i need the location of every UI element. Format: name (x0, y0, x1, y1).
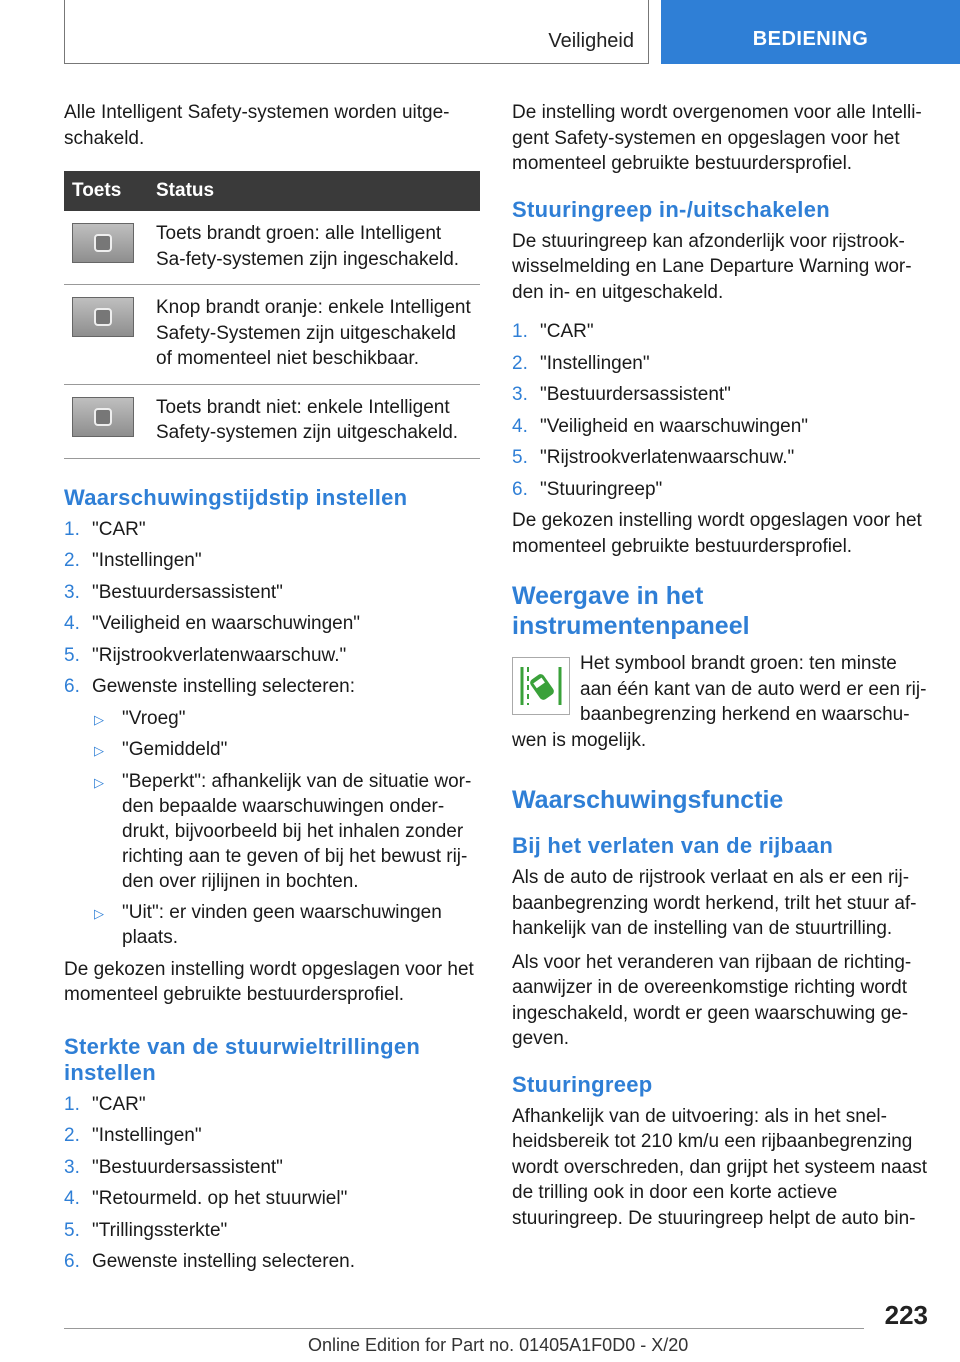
steering-toggle-text: De stuuringreep kan afzonderlijk voor rijstrook-wisselmelding en Lane Departure Warning wor-den in- en uitgeschakeld. (512, 230, 912, 303)
step-number: 2. (64, 1125, 80, 1146)
table-cell-status: Toets brandt niet: enkele Intelligent Safety-systemen zijn uitgeschakeld. (148, 384, 480, 458)
step-text: Gewenste instelling selecteren. (92, 1251, 355, 1272)
list-item (64, 1218, 480, 1243)
step-text: "Trillingssterkte" (92, 1219, 228, 1241)
step-text: "CAR" (92, 518, 146, 540)
step-number: 5. (512, 447, 528, 468)
step-text: "CAR" (92, 1093, 146, 1115)
triangle-bullet-icon: ▷ (94, 743, 104, 758)
step-text: "Veiligheid en waarschuwingen" (92, 613, 361, 634)
step-text: "Instellingen" (540, 352, 650, 374)
list-item (64, 737, 480, 762)
safety-symbol-icon (94, 308, 112, 326)
table-cell-status: Toets brandt groen: alle Intelligent Sa-fety-systemen zijn ingeschakeld. (148, 211, 480, 285)
header-section-title: Veiligheid (548, 30, 634, 52)
left-column (64, 100, 480, 1281)
footer-edition: Online Edition for Part no. 01405A1F0D0 - X/20 (308, 1335, 689, 1355)
step-number: 4. (512, 415, 528, 437)
table-row (64, 285, 480, 385)
list-item (512, 351, 928, 376)
safety-symbol-icon (94, 234, 112, 252)
list-item (64, 900, 480, 950)
strength-steps-list (64, 1092, 480, 1275)
heading-warning-function: Waarschuwingsfunctie (512, 786, 784, 814)
timing-note: De gekozen instelling wordt opgeslagen voor het momenteel gebruikte bestuurdersprofiel. (64, 958, 474, 1005)
timing-steps-list (64, 517, 480, 700)
list-item (64, 643, 480, 668)
list-item (64, 1092, 480, 1117)
step-number: 6. (64, 1251, 80, 1272)
display-text: Het symbool brandt groen: ten minste aan één kant van de auto werd er een rij-baanbegrenzing herkend en waarschu-wen is mogelijk. (512, 653, 927, 751)
list-item (64, 517, 480, 542)
leaving-paragraph-1: Als de auto de rijstrook verlaat en als er een rij-baanbegrenzing wordt herkend, trilt het stuur af-hankelijk van de instelling van de stuurtrilling. (512, 867, 917, 939)
list-item (64, 548, 480, 573)
table-cell-key (64, 285, 148, 385)
heading-steering-intervention: Stuuringreep (512, 1071, 653, 1097)
heading-steering-toggle: Stuuringreep in-/uitschakelen (512, 196, 830, 222)
step-text: Gewenste instelling selecteren: (92, 676, 355, 697)
step-text: "Instellingen" (92, 1125, 202, 1146)
table-row (64, 211, 480, 285)
left-intro: Alle Intelligent Safety-systemen worden uitge-schakeld. (64, 102, 450, 149)
header-chapter-label: BEDIENING (752, 27, 869, 50)
step-number: 3. (64, 581, 80, 603)
step-text: "Rijstrookverlatenwaarschuw." (92, 644, 347, 666)
status-table (64, 171, 480, 459)
safety-button-orange-icon (72, 297, 134, 337)
step-number: 5. (64, 1219, 80, 1241)
step-number: 2. (64, 550, 80, 571)
list-item (64, 611, 480, 636)
status-table-header (64, 171, 480, 211)
list-item (64, 706, 480, 731)
triangle-bullet-icon: ▷ (94, 711, 104, 727)
option-text: "Beperkt": afhankelijk van de situatie wor-den bepaalde waarschuwingen onder-drukt, bijvoorbeeld bij het inhalen zonder richting aan te geven of bij het bewust rij-den over rijlijnen in bochten. (122, 770, 472, 892)
step-text: "Stuuringreep" (540, 478, 663, 500)
footer-divider (64, 1328, 864, 1329)
list-item (64, 1155, 480, 1180)
safety-symbol-icon (94, 408, 112, 426)
step-number: 4. (64, 613, 80, 634)
steer-steps-list (512, 319, 928, 502)
step-number: 2. (512, 352, 528, 374)
step-number: 1. (64, 518, 80, 540)
list-item (64, 674, 480, 699)
step-number: 3. (64, 1156, 80, 1178)
table-header-status: Status (148, 171, 480, 211)
leaving-paragraph-2: Als voor het veranderen van rijbaan de richting-aanwijzer in de overeenkomstige richting wordt ingeschakeld, wordt er geen waarschuwing ge-geven. (512, 951, 912, 1049)
triangle-bullet-icon: ▷ (94, 906, 104, 921)
step-number: 1. (64, 1093, 80, 1115)
table-header-key: Toets (64, 171, 148, 211)
table-cell-status: Knop brandt oranje: enkele Intelligent Safety-Systemen zijn uitgeschakeld of momenteel niet beschikbaar. (148, 285, 480, 385)
step-number: 1. (512, 321, 528, 342)
step-number: 3. (512, 384, 528, 405)
display-paragraph (512, 651, 928, 761)
timing-options-list (64, 706, 480, 951)
safety-button-green-icon (72, 223, 134, 263)
heading-vibration-strength: Sterkte van de stuurwieltrillingen instellen (64, 1033, 421, 1085)
option-text: "Gemiddeld" (122, 739, 228, 760)
triangle-bullet-icon: ▷ (94, 774, 104, 790)
list-item (64, 769, 480, 894)
right-column (512, 100, 928, 1239)
steer-note: De gekozen instelling wordt opgeslagen voor het momenteel gebruikte bestuurdersprofiel. (512, 510, 922, 557)
step-text: "Retourmeld. op het stuurwiel" (92, 1188, 348, 1209)
steering-intervention-text: Afhankelijk van de uitvoering: als in het snel-heidsbereik tot 210 km/u een rijbaanbegrenzing wordt overschreden, dan grijpt het systeem naast de trilling ook in door een korte actieve stuuringreep. De stuuringreep helpt de auto bin- (512, 1105, 928, 1229)
heading-warning-timing: Waarschuwingstijdstip instellen (64, 484, 408, 510)
heading-leaving-lane: Bij het verlaten van de rijbaan (512, 833, 834, 858)
list-item (64, 580, 480, 605)
step-text: "Bestuurdersassistent" (92, 1156, 283, 1178)
step-text: "Veiligheid en waarschuwingen" (540, 415, 809, 437)
list-item (64, 1249, 480, 1274)
table-row (64, 384, 480, 458)
step-number: 6. (512, 478, 528, 500)
step-text: "Bestuurdersassistent" (540, 384, 731, 405)
list-item (512, 477, 928, 502)
option-text: "Vroeg" (122, 707, 186, 729)
table-cell-key (64, 384, 148, 458)
step-text: "CAR" (540, 321, 594, 342)
step-text: "Bestuurdersassistent" (92, 581, 283, 603)
lane-departure-icon (512, 657, 570, 715)
step-number: 6. (64, 676, 80, 697)
list-item (64, 1186, 480, 1211)
list-item (512, 414, 928, 439)
list-item (512, 382, 928, 407)
step-text: "Rijstrookverlatenwaarschuw." (540, 447, 795, 468)
heading-instrument-display: Weergave in het instrumentenpaneel (512, 582, 750, 640)
list-item (512, 445, 928, 470)
option-text: "Uit": er vinden geen waarschuwingen plaats. (122, 902, 442, 948)
list-item (64, 1123, 480, 1148)
page-number: 223 (884, 1300, 928, 1330)
table-cell-key (64, 211, 148, 285)
lane-departure-icon-graphic (518, 663, 564, 709)
header-chapter-tab[interactable] (661, 0, 960, 64)
step-text: "Instellingen" (92, 550, 202, 571)
right-intro: De instelling wordt overgenomen voor alle Intelli-gent Safety-systemen en opgeslagen voor het momenteel gebruikte bestuurdersprofiel. (512, 102, 922, 174)
list-item (512, 319, 928, 344)
safety-button-off-icon (72, 397, 134, 437)
step-number: 4. (64, 1188, 80, 1209)
step-number: 5. (64, 644, 80, 666)
